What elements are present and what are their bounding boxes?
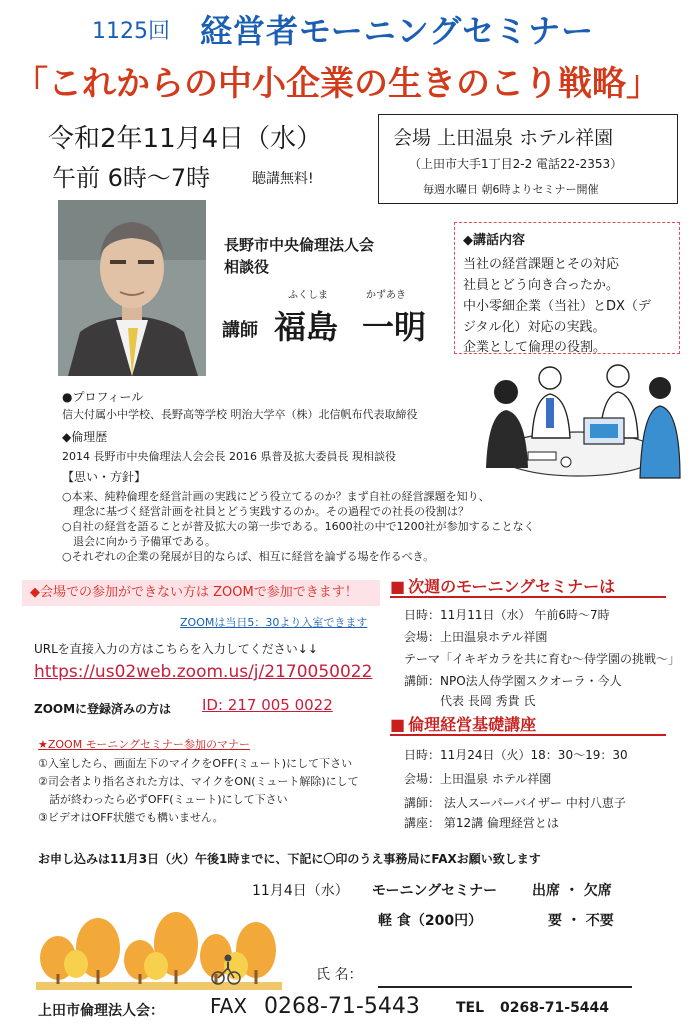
next-seminar-line: 会場：上田温泉ホテル祥園 [404, 630, 548, 644]
free-admission: 聴講無料! [252, 171, 314, 187]
speaker-given-ruby: かずあき [366, 290, 406, 301]
policy-line: ○それぞれの企業の発展が目的ならば、相互に経営を論ずる場を作るべき。 [62, 550, 435, 563]
ethics-course-line: 会場：上田温泉 ホテル祥園 [404, 772, 552, 786]
venue-schedule: 毎週水曜日 朝6時よりセミナー開催 [423, 183, 599, 196]
fax-label: FAX [210, 994, 248, 1018]
zoom-id-label: ZOOMに登録済みの方は [34, 702, 172, 716]
tel-label: TEL [456, 1000, 485, 1016]
speaker-given-name: 一明 [362, 308, 427, 346]
history-heading: ◆倫理歴 [62, 430, 108, 444]
zoom-entry-time: ZOOMは当日5：30より入室できます [180, 616, 368, 629]
series-title: 経営者モーニングセミナー [200, 12, 595, 50]
history-text: 2014 長野市中央倫理法人会会長 2016 県普及拡大委員長 現相談役 [62, 450, 396, 463]
zoom-manner-item: ③ビデオはOFF状態でも構いません。 [38, 811, 224, 824]
zoom-manners-title: ★ZOOM モーニングセミナー参加のマナー [38, 738, 251, 751]
zoom-url-link[interactable]: https://us02web.zoom.us/j/2170050022 [34, 662, 373, 682]
next-seminar-line: テーマ「イキギカラを共に育む～侍学園の挑戦～」 [404, 652, 681, 666]
next-seminar-line: 日時：11月11日（水） 午前6時～7時 [404, 608, 610, 622]
topic-line: 当社の経営課題とその対応 [463, 257, 620, 272]
zoom-manner-item: ②司会者より指名された方は、マイクをON(ミュート解除)にして [38, 775, 359, 788]
policy-line: ○本来、純粋倫理を経営計画の実践にどう役立てるのか？まず自社の経営課題を知り、 [62, 490, 490, 503]
event-date: 令和2年11月4日（水） [48, 124, 323, 154]
next-seminar-line: 講師：NPO法人侍学園スクオーラ・今人 [404, 674, 622, 688]
speaker-surname: 福島 [274, 308, 339, 346]
section-divider [390, 734, 666, 736]
policy-line: 理念に基づく経営計画を社員とどう実践するのか。その過程での社長の役割は？ [62, 505, 469, 518]
speaker-portrait-icon [58, 200, 206, 376]
ethics-course-line: 講座： 第12講 倫理経営とは [404, 816, 559, 830]
name-input-line[interactable] [378, 986, 632, 988]
topic-line: ジタル化）対応の実践。 [463, 320, 606, 335]
name-label: 氏 名： [316, 967, 363, 983]
speaker-role: 相談役 [224, 258, 270, 276]
ethics-course-title: ■ 倫理経営基礎講座 [390, 712, 536, 735]
speaker-org: 長野市中央倫理法人会 [224, 236, 375, 254]
profile-text: 信大付属小中学校、長野高等学校 明治大学卒（株）北信帆布代表取締役 [62, 408, 418, 421]
venue-title: 会場 上田温泉 ホテル祥園 [393, 127, 614, 149]
main-title: 「これからの中小企業の生きのこり戦略」 [14, 64, 660, 104]
topic-line: 中小零細企業（当社）とDX（デ [463, 299, 651, 314]
application-notice: お申し込みは11月3日（火）午後1時までに、下記に〇印のうえ事務局にFAXお願い致します [38, 852, 541, 866]
edition-number: 1125回 [92, 19, 170, 44]
footer-org: 上田市倫理法人会： [38, 1003, 164, 1019]
policy-heading: 【思い・方針】 [62, 470, 147, 484]
topics-heading: ◆講話内容 [463, 233, 525, 248]
next-seminar-line: 代表 長岡 秀貴 氏 [404, 694, 536, 708]
section-divider [390, 596, 666, 598]
speaker-photo [58, 200, 206, 376]
topic-line: 企業として倫理の役割。 [463, 340, 607, 355]
venue-box [378, 114, 678, 204]
speaker-surname-ruby: ふくしま [288, 290, 328, 301]
topic-line: 社員とどう向き合ったか。 [463, 278, 620, 293]
autumn-trees-icon [36, 904, 282, 990]
event-time: 午前 6時～7時 [52, 164, 211, 192]
policy-line: ○自社の経営を語ることが普及拡大の第一歩である。1600社の中で1200社が参加することなく [62, 520, 535, 533]
ethics-course-line: 日時：11月24日（火）18：30～19：30 [404, 748, 628, 762]
policy-line: 退会に向かう予備軍である。 [62, 535, 216, 548]
zoom-meeting-id[interactable]: ID: 217 005 0022 [202, 696, 333, 714]
application-date: 11月4日（水） [252, 883, 349, 899]
venue-address: （上田市大手1丁目2-2 電話22-2353） [409, 157, 623, 171]
zoom-manner-item: ①入室したら、画面左下のマイクをOFF(ミュート)にして下さい [38, 757, 353, 770]
profile-heading: ●プロフィール [62, 390, 144, 404]
application-seminar-item: モーニングセミナー [372, 883, 498, 899]
topics-box [454, 222, 680, 354]
meeting-illustration-icon [468, 358, 682, 486]
zoom-banner: ◆会場での参加ができない方は ZOOMで参加できます！ [22, 580, 380, 606]
zoom-manner-item: 話が終わったら必ずOFF(ミュート)にして下さい [38, 793, 288, 806]
ethics-course-line: 講師： 法人スーパーバイザー 中村八恵子 [404, 796, 626, 810]
application-meal-item: 軽 食（200円） [378, 913, 483, 929]
attendance-choice[interactable]: 出席 ・ 欠席 [532, 883, 612, 899]
speaker-label: 講師 [222, 320, 258, 341]
zoom-url-intro: URLを直接入力の方はこちらを入力してください↓↓ [34, 642, 318, 656]
meal-choice[interactable]: 要 ・ 不要 [548, 913, 614, 929]
fax-number: 0268-71-5443 [264, 994, 420, 1019]
next-seminar-title: ■ 次週のモーニングセミナーは [390, 574, 615, 597]
tel-number: 0268-71-5444 [500, 1000, 610, 1016]
